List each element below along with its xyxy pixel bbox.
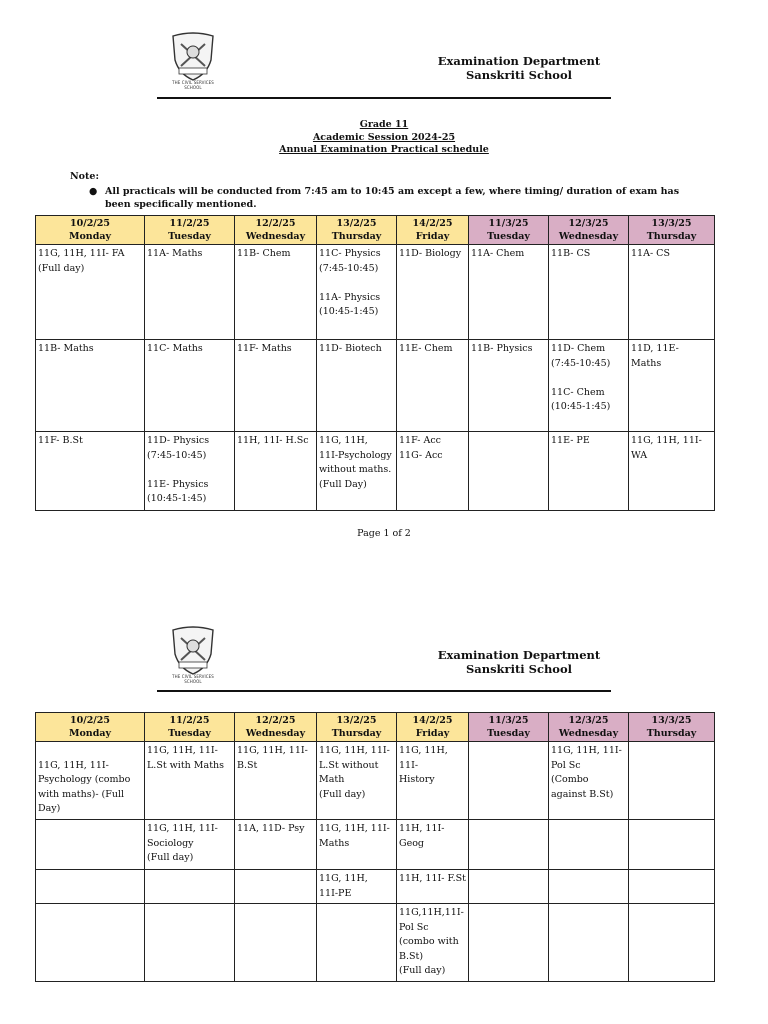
date-header	[397, 713, 469, 742]
table-row	[36, 820, 715, 870]
schedule-cell	[629, 904, 715, 982]
day-label: Tuesday	[168, 231, 211, 242]
date-label: 14/2/25	[412, 218, 453, 229]
schedule-heading	[0, 119, 768, 157]
schedule-cell: 11G, 11H, 11I- History	[397, 742, 469, 820]
schedule-cell: 11A- Maths	[145, 245, 235, 340]
schedule-cell	[317, 904, 397, 982]
date-label: 13/3/25	[651, 715, 692, 726]
schedule-cell	[469, 742, 549, 820]
day-label: Thursday	[331, 728, 382, 739]
schedule-table-page1	[35, 215, 715, 511]
date-header	[36, 713, 145, 742]
date-header	[549, 216, 629, 245]
date-label: 14/2/25	[412, 715, 453, 726]
logo-caption: THE CIVIL SERVICES SCHOOL	[172, 80, 214, 90]
schedule-cell: 11G,11H,11I- Pol Sc (combo with B.St) (Full day)	[397, 904, 469, 982]
day-label: Friday	[415, 728, 450, 739]
day-label: Thursday	[646, 728, 697, 739]
day-label: Wednesday	[245, 231, 306, 242]
day-label: Tuesday	[487, 728, 530, 739]
date-label: 10/2/25	[70, 218, 110, 229]
date-header	[145, 216, 235, 245]
table-header-row	[36, 713, 715, 742]
department-name: Examination Department	[437, 648, 601, 662]
table-row	[36, 870, 715, 904]
date-header	[317, 713, 397, 742]
schedule-cell	[469, 432, 549, 511]
day-label: Monday	[68, 231, 112, 242]
date-label: 12/3/25	[568, 218, 609, 229]
schedule-cell: 11C- Maths	[145, 340, 235, 432]
schedule-cell: 11B- CS	[549, 245, 629, 340]
schedule-cell: 11D, 11E- Maths	[629, 340, 715, 432]
schedule-cell: 11G, 11H, 11I- Psychology (combo with maths)- (Full Day)	[36, 742, 145, 820]
schedule-cell	[469, 904, 549, 982]
schedule-cell: 11G, 11H, 11I- B.St	[235, 742, 317, 820]
day-label: Wednesday	[558, 728, 619, 739]
schedule-cell: 11A- CS	[629, 245, 715, 340]
day-label: Wednesday	[558, 231, 619, 242]
day-label: Monday	[68, 728, 112, 739]
schedule-cell: 11H, 11I- Geog	[397, 820, 469, 870]
schedule-cell: 11G, 11H, 11I- Maths	[317, 820, 397, 870]
schedule-cell	[235, 870, 317, 904]
header-rule	[157, 97, 611, 99]
schedule-cell	[629, 820, 715, 870]
schedule-cell	[36, 820, 145, 870]
schedule-cell: 11G, 11H, 11I- WA	[629, 432, 715, 511]
table-row	[36, 340, 715, 432]
date-header	[549, 713, 629, 742]
schedule-cell	[36, 870, 145, 904]
crest-icon	[167, 624, 219, 676]
schedule-cell: 11E- Chem	[397, 340, 469, 432]
date-header	[235, 713, 317, 742]
session-title: Academic Session 2024-25	[312, 131, 456, 143]
schedule-cell: 11D- Biotech	[317, 340, 397, 432]
crest-icon	[167, 30, 219, 82]
schedule-cell: 11B- Physics	[469, 340, 549, 432]
schedule-cell: 11G, 11H, 11I- FA (Full day)	[36, 245, 145, 340]
department-name: Examination Department	[437, 54, 601, 68]
schedule-title: Annual Examination Practical schedule	[279, 144, 489, 155]
date-header	[317, 216, 397, 245]
date-label: 11/3/25	[488, 715, 529, 726]
schedule-cell: 11H, 11I- F.St	[397, 870, 469, 904]
department-heading	[419, 648, 619, 676]
date-header	[629, 216, 715, 245]
table-row	[36, 432, 715, 511]
date-header	[629, 713, 715, 742]
schedule-cell: 11B- Chem	[235, 245, 317, 340]
date-label: 13/2/25	[336, 218, 377, 229]
schedule-cell	[145, 904, 235, 982]
bullet-icon: ●	[89, 186, 98, 197]
schedule-cell: 11D- Chem (7:45-10:45) 11C- Chem (10:45-1:45)	[549, 340, 629, 432]
schedule-cell: 11A- Chem	[469, 245, 549, 340]
schedule-cell	[629, 870, 715, 904]
date-label: 12/2/25	[255, 715, 296, 726]
logo-caption: THE CIVIL SERVICES SCHOOL	[172, 674, 214, 684]
schedule-cell: 11G, 11H, 11I- Pol Sc (Combo against B.St)	[549, 742, 629, 820]
schedule-cell	[469, 820, 549, 870]
schedule-cell: 11G, 11H, 11I- L.St with Maths	[145, 742, 235, 820]
schedule-cell: 11G, 11H, 11I-Psychology without maths. (Full Day)	[317, 432, 397, 511]
schedule-cell	[549, 820, 629, 870]
schedule-cell: 11G, 11H, 11I-PE	[317, 870, 397, 904]
schedule-cell: 11H, 11I- H.Sc	[235, 432, 317, 511]
note-label: Note:	[70, 171, 99, 182]
table-header-row	[36, 216, 715, 245]
table-row	[36, 742, 715, 820]
schedule-cell	[549, 904, 629, 982]
day-label: Friday	[415, 231, 450, 242]
schedule-cell: 11G, 11H, 11I- L.St without Math (Full day)	[317, 742, 397, 820]
schedule-cell	[469, 870, 549, 904]
schedule-cell	[629, 742, 715, 820]
table-row	[36, 245, 715, 340]
date-header	[397, 216, 469, 245]
note-text: All practicals will be conducted from 7:45 am to 10:45 am except a few, where timing/ duration of exam has been specifically mentioned.	[105, 186, 680, 210]
school-logo	[167, 624, 219, 680]
day-label: Tuesday	[168, 728, 211, 739]
schedule-cell: 11C- Physics (7:45-10:45) 11A- Physics (10:45-1:45)	[317, 245, 397, 340]
schedule-cell: 11F- Maths	[235, 340, 317, 432]
table-row	[36, 904, 715, 982]
date-label: 13/2/25	[336, 715, 377, 726]
date-header	[469, 216, 549, 245]
day-label: Wednesday	[245, 728, 306, 739]
date-header	[36, 216, 145, 245]
date-label: 10/2/25	[70, 715, 110, 726]
page-number: Page 1 of 2	[357, 528, 411, 539]
school-logo	[167, 30, 219, 86]
department-heading	[419, 54, 619, 82]
header-rule	[157, 690, 611, 692]
school-name: Sanskriti School	[465, 68, 573, 82]
schedule-cell: 11E- PE	[549, 432, 629, 511]
date-header	[235, 216, 317, 245]
schedule-table-page2	[35, 712, 715, 982]
note-item	[89, 185, 695, 211]
schedule-cell: 11B- Maths	[36, 340, 145, 432]
date-label: 13/3/25	[651, 218, 692, 229]
date-header	[145, 713, 235, 742]
day-label: Tuesday	[487, 231, 530, 242]
schedule-cell	[549, 870, 629, 904]
schedule-cell: 11F- Acc 11G- Acc	[397, 432, 469, 511]
school-name: Sanskriti School	[465, 662, 573, 676]
schedule-cell: 11D- Physics (7:45-10:45) 11E- Physics (10:45-1:45)	[145, 432, 235, 511]
date-label: 11/3/25	[488, 218, 529, 229]
schedule-cell: 11F- B.St	[36, 432, 145, 511]
grade-title: Grade 11	[359, 119, 409, 130]
schedule-cell	[235, 904, 317, 982]
day-label: Thursday	[331, 231, 382, 242]
date-label: 11/2/25	[169, 715, 210, 726]
schedule-cell: 11D- Biology	[397, 245, 469, 340]
date-label: 11/2/25	[169, 218, 210, 229]
date-header	[469, 713, 549, 742]
day-label: Thursday	[646, 231, 697, 242]
date-label: 12/2/25	[255, 218, 296, 229]
schedule-cell: 11A, 11D- Psy	[235, 820, 317, 870]
schedule-cell: 11G, 11H, 11I- Sociology (Full day)	[145, 820, 235, 870]
date-label: 12/3/25	[568, 715, 609, 726]
schedule-cell	[145, 870, 235, 904]
schedule-cell	[36, 904, 145, 982]
